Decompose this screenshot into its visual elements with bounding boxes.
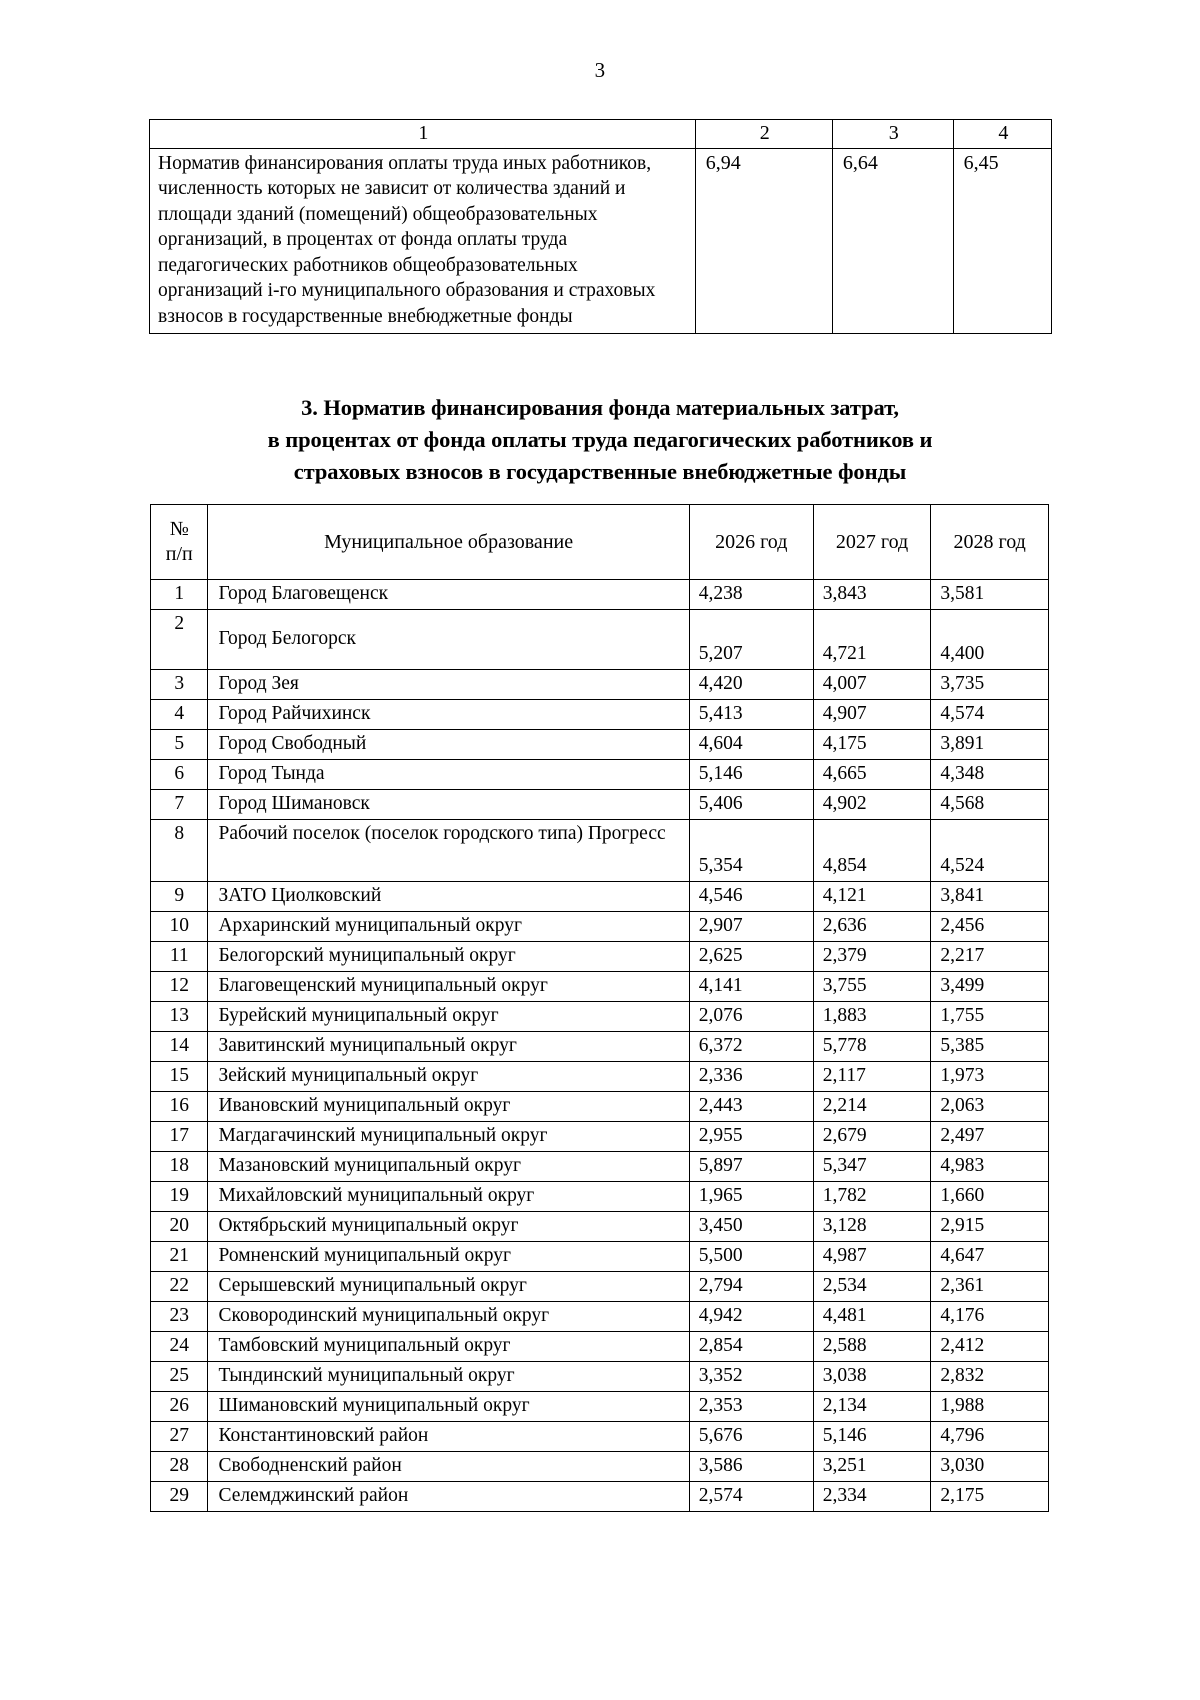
value-2028: 2,361 <box>931 1272 1049 1302</box>
municipality-name: Магдагачинский муниципальный округ <box>208 1122 689 1152</box>
value-2026: 3,586 <box>689 1452 813 1482</box>
column-header-number-line1: № <box>169 518 189 540</box>
value-2026: 4,141 <box>689 972 813 1002</box>
value-2027: 2,588 <box>813 1332 931 1362</box>
value-2028: 2,456 <box>931 912 1049 942</box>
value-2028: 2,915 <box>931 1212 1049 1242</box>
table-row <box>151 1062 1049 1092</box>
table-row <box>151 700 1049 730</box>
municipality-name: Михайловский муниципальный округ <box>208 1182 689 1212</box>
table-row <box>151 1452 1049 1482</box>
value-2026: 6,372 <box>689 1032 813 1062</box>
table-row <box>151 1302 1049 1332</box>
row-number: 6 <box>151 760 208 790</box>
value-2026: 2,625 <box>689 942 813 972</box>
value-2027: 3,128 <box>813 1212 931 1242</box>
table-header-row <box>151 505 1049 580</box>
municipality-name: Город Благовещенск <box>208 580 689 610</box>
municipality-name: Благовещенский муниципальный округ <box>208 972 689 1002</box>
value-2027: 2,117 <box>813 1062 931 1092</box>
municipality-name: ЗАТО Циолковский <box>208 882 689 912</box>
municipality-name: Свободненский район <box>208 1452 689 1482</box>
row-number: 25 <box>151 1362 208 1392</box>
table-row <box>151 1392 1049 1422</box>
value-2028: 3,030 <box>931 1452 1049 1482</box>
value-2027: 2,134 <box>813 1392 931 1422</box>
table-row <box>151 1032 1049 1062</box>
page-number: 3 <box>594 58 606 82</box>
value-2026: 4,942 <box>689 1302 813 1332</box>
table-row <box>151 942 1049 972</box>
municipality-name: Мазановский муниципальный округ <box>208 1152 689 1182</box>
value-2027: 5,146 <box>813 1422 931 1452</box>
column-number-4: 4 <box>953 120 1051 149</box>
value-2027: 4,481 <box>813 1302 931 1332</box>
value-2028: 4,176 <box>931 1302 1049 1332</box>
row-number: 22 <box>151 1272 208 1302</box>
value-2028: 1,973 <box>931 1062 1049 1092</box>
value-2026: 2,353 <box>689 1392 813 1422</box>
row-number: 26 <box>151 1392 208 1422</box>
value-2026: 2,336 <box>689 1062 813 1092</box>
value-2028: 1,988 <box>931 1392 1049 1422</box>
value-2027: 2,534 <box>813 1272 931 1302</box>
value-2026: 2,854 <box>689 1332 813 1362</box>
municipality-name: Зейский муниципальный округ <box>208 1062 689 1092</box>
row-number: 1 <box>151 580 208 610</box>
value-2028: 2,412 <box>931 1332 1049 1362</box>
value-2026: 4,604 <box>689 730 813 760</box>
table-row <box>151 760 1049 790</box>
row-number: 29 <box>151 1482 208 1512</box>
municipality-name: Город Белогорск <box>208 610 689 670</box>
value-2028: 3,581 <box>931 580 1049 610</box>
value-2027: 3,755 <box>813 972 931 1002</box>
table-row-column-numbers <box>150 120 1052 149</box>
row-number: 13 <box>151 1002 208 1032</box>
value-2026: 3,352 <box>689 1362 813 1392</box>
row-number: 27 <box>151 1422 208 1452</box>
row-number: 10 <box>151 912 208 942</box>
value-2026: 1,965 <box>689 1182 813 1212</box>
value-2026: 4,546 <box>689 882 813 912</box>
municipality-name: Город Райчихинск <box>208 700 689 730</box>
value-2027: 4,902 <box>813 790 931 820</box>
row-number: 17 <box>151 1122 208 1152</box>
value-2027: 3,038 <box>813 1362 931 1392</box>
row-number: 4 <box>151 700 208 730</box>
value-2027: 4,121 <box>813 882 931 912</box>
table-row <box>151 1182 1049 1212</box>
table-row <box>151 610 1049 670</box>
value-2026: 5,897 <box>689 1152 813 1182</box>
value-2028: 2,832 <box>931 1362 1049 1392</box>
row-number: 15 <box>151 1062 208 1092</box>
value-2027: 3,251 <box>813 1452 931 1482</box>
section-heading-line-2: в процентах от фонда оплаты труда педагогических работников и <box>267 427 933 452</box>
value-2026: 2,955 <box>689 1122 813 1152</box>
municipality-name: Город Свободный <box>208 730 689 760</box>
row-number: 3 <box>151 670 208 700</box>
column-header-year-2026: 2026 год <box>689 505 813 580</box>
value-2026: 5,406 <box>689 790 813 820</box>
value-2027: 4,665 <box>813 760 931 790</box>
value-2026: 3,450 <box>689 1212 813 1242</box>
value-2027: 2,679 <box>813 1122 931 1152</box>
municipality-name: Октябрьский муниципальный округ <box>208 1212 689 1242</box>
table-row <box>151 1092 1049 1122</box>
value-2028: 5,385 <box>931 1032 1049 1062</box>
row-number: 11 <box>151 942 208 972</box>
value-2026: 5,676 <box>689 1422 813 1452</box>
value-2028: 3,891 <box>931 730 1049 760</box>
value-2026: 2,443 <box>689 1092 813 1122</box>
value-2028: 2,217 <box>931 942 1049 972</box>
row-number: 23 <box>151 1302 208 1332</box>
value-2028: 4,983 <box>931 1152 1049 1182</box>
table-row <box>151 730 1049 760</box>
row-number: 18 <box>151 1152 208 1182</box>
material-costs-table-wrapper <box>150 504 1049 1512</box>
row-number: 8 <box>151 820 208 882</box>
column-number-1: 1 <box>150 120 696 149</box>
value-2028: 1,660 <box>931 1182 1049 1212</box>
section-heading-line-1: 3. Норматив финансирования фонда материальных затрат, <box>301 395 899 420</box>
municipality-name: Рабочий поселок (поселок городского типа) Прогресс <box>208 820 689 882</box>
value-2027: 3,843 <box>813 580 931 610</box>
value-2027: 4,721 <box>813 610 931 670</box>
row-number: 14 <box>151 1032 208 1062</box>
value-2027: 5,347 <box>813 1152 931 1182</box>
column-number-2: 2 <box>695 120 832 149</box>
norm-value-2028: 6,45 <box>953 148 1051 333</box>
table-row <box>151 790 1049 820</box>
value-2026: 2,574 <box>689 1482 813 1512</box>
municipality-name: Бурейский муниципальный округ <box>208 1002 689 1032</box>
table-row <box>151 580 1049 610</box>
row-number: 9 <box>151 882 208 912</box>
table-row <box>151 670 1049 700</box>
value-2028: 4,574 <box>931 700 1049 730</box>
value-2027: 5,778 <box>813 1032 931 1062</box>
value-2026: 5,207 <box>689 610 813 670</box>
value-2027: 1,883 <box>813 1002 931 1032</box>
municipality-name: Селемджинский район <box>208 1482 689 1512</box>
row-number: 7 <box>151 790 208 820</box>
table-row <box>151 1362 1049 1392</box>
table-row <box>151 1242 1049 1272</box>
municipality-name: Ромненский муниципальный округ <box>208 1242 689 1272</box>
table-row <box>151 882 1049 912</box>
norm-continuation-table <box>149 119 1052 334</box>
value-2027: 2,214 <box>813 1092 931 1122</box>
row-number: 12 <box>151 972 208 1002</box>
value-2028: 1,755 <box>931 1002 1049 1032</box>
municipality-name: Тындинский муниципальный округ <box>208 1362 689 1392</box>
table-row <box>151 1482 1049 1512</box>
value-2028: 2,175 <box>931 1482 1049 1512</box>
municipality-name: Завитинский муниципальный округ <box>208 1032 689 1062</box>
value-2028: 4,647 <box>931 1242 1049 1272</box>
value-2028: 2,497 <box>931 1122 1049 1152</box>
row-number: 24 <box>151 1332 208 1362</box>
value-2026: 5,354 <box>689 820 813 882</box>
value-2027: 4,854 <box>813 820 931 882</box>
material-costs-table-body <box>151 580 1049 1512</box>
material-costs-table <box>150 504 1049 1512</box>
row-number: 2 <box>151 610 208 670</box>
municipality-name: Константиновский район <box>208 1422 689 1452</box>
row-number: 5 <box>151 730 208 760</box>
column-header-number <box>151 505 208 580</box>
value-2028: 4,568 <box>931 790 1049 820</box>
section-heading <box>150 392 1050 488</box>
column-number-3: 3 <box>832 120 953 149</box>
value-2028: 2,063 <box>931 1092 1049 1122</box>
column-header-year-2028: 2028 год <box>931 505 1049 580</box>
municipality-name: Серышевский муниципальный округ <box>208 1272 689 1302</box>
row-number: 21 <box>151 1242 208 1272</box>
value-2028: 4,796 <box>931 1422 1049 1452</box>
value-2026: 5,500 <box>689 1242 813 1272</box>
municipality-name: Тамбовский муниципальный округ <box>208 1332 689 1362</box>
value-2028: 4,348 <box>931 760 1049 790</box>
top-table <box>149 119 1052 334</box>
value-2027: 2,334 <box>813 1482 931 1512</box>
table-row <box>151 1422 1049 1452</box>
municipality-name: Город Шимановск <box>208 790 689 820</box>
municipality-name: Город Зея <box>208 670 689 700</box>
value-2027: 2,379 <box>813 942 931 972</box>
norm-value-2026: 6,94 <box>695 148 832 333</box>
norm-value-2027: 6,64 <box>832 148 953 333</box>
table-row <box>151 1002 1049 1032</box>
value-2027: 4,987 <box>813 1242 931 1272</box>
column-header-year-2027: 2027 год <box>813 505 931 580</box>
table-row <box>151 912 1049 942</box>
column-header-municipality: Муниципальное образование <box>208 505 689 580</box>
row-number: 20 <box>151 1212 208 1242</box>
value-2026: 4,238 <box>689 580 813 610</box>
value-2026: 2,794 <box>689 1272 813 1302</box>
municipality-name: Город Тында <box>208 760 689 790</box>
municipality-name: Ивановский муниципальный округ <box>208 1092 689 1122</box>
value-2028: 3,841 <box>931 882 1049 912</box>
table-row <box>151 1122 1049 1152</box>
value-2028: 4,400 <box>931 610 1049 670</box>
municipality-name: Шимановский муниципальный округ <box>208 1392 689 1422</box>
row-number: 19 <box>151 1182 208 1212</box>
table-row <box>151 1272 1049 1302</box>
value-2027: 4,907 <box>813 700 931 730</box>
value-2028: 4,524 <box>931 820 1049 882</box>
value-2026: 5,413 <box>689 700 813 730</box>
column-header-number-line2: п/п <box>165 543 193 565</box>
value-2026: 2,076 <box>689 1002 813 1032</box>
table-row <box>151 972 1049 1002</box>
norm-description: Норматив финансирования оплаты труда иных работников, численность которых не зависит от количества зданий и площади зданий (помещений) общеобразовательных организаций, в процентах от фонда оплаты труда педагогических работников общеобразовательных организаций i-го муниципального образования и страховых взносов в государственные внебюджетные фонды <box>150 148 696 333</box>
table-row <box>151 1332 1049 1362</box>
municipality-name: Белогорский муниципальный округ <box>208 942 689 972</box>
value-2028: 3,499 <box>931 972 1049 1002</box>
value-2027: 2,636 <box>813 912 931 942</box>
table-row <box>151 1212 1049 1242</box>
value-2026: 5,146 <box>689 760 813 790</box>
value-2027: 4,007 <box>813 670 931 700</box>
row-number: 28 <box>151 1452 208 1482</box>
value-2026: 4,420 <box>689 670 813 700</box>
table-row <box>150 148 1052 333</box>
value-2026: 2,907 <box>689 912 813 942</box>
section-heading-line-3: страховых взносов в государственные внебюджетные фонды <box>293 459 907 484</box>
value-2027: 1,782 <box>813 1182 931 1212</box>
value-2027: 4,175 <box>813 730 931 760</box>
table-row <box>151 820 1049 882</box>
municipality-name: Архаринский муниципальный округ <box>208 912 689 942</box>
table-row <box>151 1152 1049 1182</box>
municipality-name: Сковородинский муниципальный округ <box>208 1302 689 1332</box>
value-2028: 3,735 <box>931 670 1049 700</box>
row-number: 16 <box>151 1092 208 1122</box>
